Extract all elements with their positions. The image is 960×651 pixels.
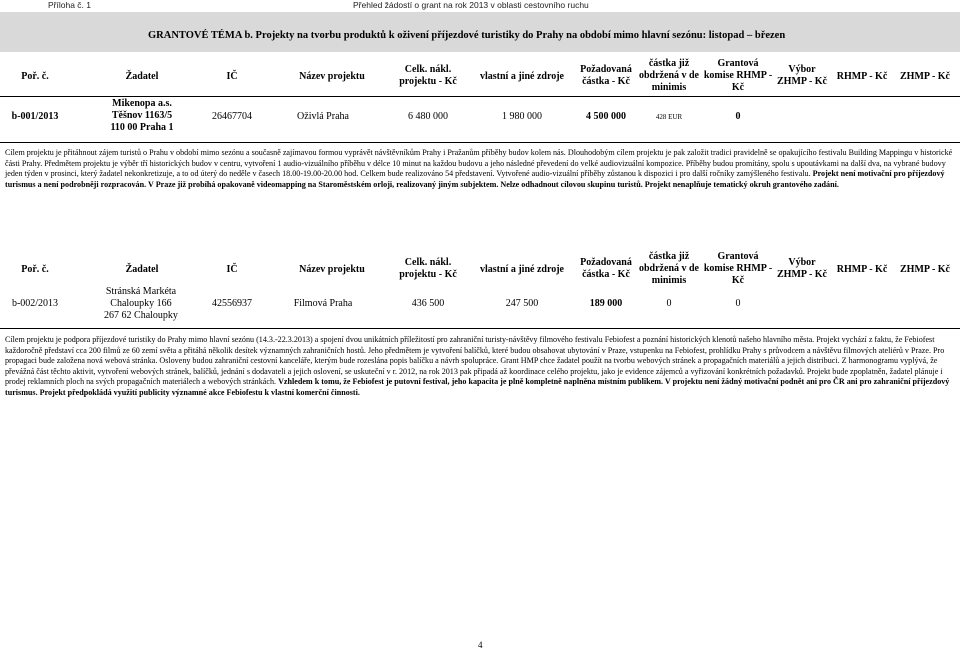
divider xyxy=(0,142,960,143)
col-vlastni: vlastní a jiné zdroje xyxy=(480,264,564,275)
evaluation-text: Vzhledem k tomu, že Febiofest je putovní festival, jeho kapacita je plně kompletně naplněna místním publikem. V projektu není žádný motivační podnět ani pro ČR ani pro zahraniční příjezdový turismus. Projekt předpokládá využití publicity významné akce Febiofestu k vlastní komerční činnosti. xyxy=(5,377,950,397)
col-grantova: Grantová komise RHMP - Kč xyxy=(703,58,773,93)
project-name: Filmová Praha xyxy=(293,298,353,309)
applicant-street: Těšnov 1163/5 xyxy=(111,110,173,121)
col-zhmp: ZHMP - Kč xyxy=(900,71,950,82)
own-sources: 1 980 000 xyxy=(502,111,542,122)
company-id: 42556937 xyxy=(212,298,252,309)
col-obdrzena: částka již obdržená v de minimis xyxy=(639,58,699,93)
requested-amount: 4 500 000 xyxy=(586,111,626,122)
page-number: 4 xyxy=(478,640,483,650)
page-header xyxy=(0,0,960,10)
col-zadatel: Žadatel xyxy=(125,71,159,82)
col-ic: IČ xyxy=(226,71,238,82)
total-cost: 436 500 xyxy=(411,298,445,309)
de-minimis: 0 xyxy=(666,298,672,309)
divider xyxy=(0,328,960,329)
requested-amount: 189 000 xyxy=(589,298,623,309)
col-celk: Celk. nákl. projektu - Kč xyxy=(399,64,457,87)
applicant-city: 267 62 Chaloupky xyxy=(104,310,178,321)
col-ic: IČ xyxy=(226,264,238,275)
col-celk: Celk. nákl. projektu - Kč xyxy=(399,257,457,280)
col-vlastni: vlastní a jiné zdroje xyxy=(480,71,564,82)
evaluation-text: Projekt není motivační pro příjezdový turismus a není podrobněji rozpracován. V Praze již probíhá opakovaně videomapping na Staroměstském orloji, realizovaný jiným subjektem. Nelze odhadnout cílovou skupinu turistů. Projekt nenaplňuje tematický okruh grantového zadání. xyxy=(5,169,945,189)
applicant-city: 110 00 Praha 1 xyxy=(110,122,174,133)
applicant-name: Stránská Markéta xyxy=(105,286,177,297)
col-pozadovana: Požadovaná částka - Kč xyxy=(580,64,632,87)
description-text: Cílem projektu je přitáhnout zájem turistů o Prahu v období mimo sezónu a současně zajímavou formou vyprávět návštěvníkům Prahy i Pražanům příběhy budov kolem nás. Dlouhodobým cílem projektu je pak založit tradici pravidelně se opakujícího festivalu Building Mappingu v historické části Prahy. Předmětem projektu je výběr tří historických budov v centru, vytvoření 1 audio-vizuálního příběhu v délce 10 minut na každou budovu a jeho následné převedení do velké audiovizuální kompozice. Příběhy budou promítány, spolu s upoutávkami na další dva, na vybrané budovy jeden týden v prosinci, který žadatel nekonkretizuje, a to od úterý do neděle v časech 18.00-19.00-20.00 hod. Celkem bude realizováno 54 představení. Vytvořené audio-vizuální příběhy zůstanou k dispozici i pro další ročníky zamýšleného festivalu. xyxy=(5,148,953,179)
row-number: b-001/2013 xyxy=(11,111,59,122)
description-text: Cílem projektu je podpora příjezdové turistiky do Prahy mimo hlavní sezónu (14.3.-22.3.2013) a spojení dvou unikátních příležitostí pro zahraniční turisty-návštěvy filmového festivalu Febiofest a poznání historických klenotů našeho hlavního města. Projekt vychází z faktu, že Febiofest každoročně představí cca 200 filmů ze 60 zemí světa a přitáhá několik desítek významných zahraničních hostů. Jeho předmětem je vytvoření balíčků, které budou obsahovat ubytování v Praze, vstupenku na Febiofest, prohlídku Prahy s průvodcem a návštěvu filmových ateliérů v Praze. Pro propagaci bude založena nová webová stránka. Osloveny budou zahraniční cestovní kanceláře, kterým bude rozeslána popis balíčku a návrh spolupráce. Grant HMP chce žadatel použít na tvorbu webových stránek a propagačních materiálů a jejich distribuci. Z harmonogramu vyplývá, že převážná část těchto aktivit, vytvoření webových stránek, balíčků, jednání s dodavateli a jejich oslovení, se uskuteční v r. 2012, na rok 2013 pak připadá až koordinace celého projektu, jako je evidence zájemců a vyřizování konkrétních požadavků. Projekt bude zpoplatněn, žadatel plánuje i prodej reklamních ploch na svých propagačních materiálech a webových stránkách. xyxy=(5,335,945,387)
commission-amount: 0 xyxy=(735,111,741,122)
title-band xyxy=(0,12,960,52)
col-zadatel: Žadatel xyxy=(125,264,159,275)
applicant xyxy=(90,98,194,134)
col-por: Poř. č. xyxy=(21,71,49,82)
project-description xyxy=(5,148,955,190)
commission-amount: 0 xyxy=(735,298,741,309)
project-description xyxy=(5,335,955,399)
col-pozadovana: Požadovaná částka - Kč xyxy=(580,257,632,280)
document-subtitle: Přehled žádostí o grant na rok 2013 v oblasti cestovního ruchu xyxy=(353,0,589,10)
company-id: 26467704 xyxy=(212,111,252,122)
col-vybor: Výbor ZHMP - Kč xyxy=(777,257,827,280)
col-zhmp: ZHMP - Kč xyxy=(900,264,950,275)
applicant xyxy=(88,286,194,322)
project-name: Oživlá Praha xyxy=(297,111,349,122)
de-minimis: 428 EUR xyxy=(655,113,683,121)
total-cost: 6 480 000 xyxy=(408,111,448,122)
col-nazev: Název projektu xyxy=(299,71,365,82)
applicant-name: Mikenopa a.s. xyxy=(112,98,172,109)
col-vybor: Výbor ZHMP - Kč xyxy=(777,64,827,87)
divider xyxy=(0,96,960,97)
row-number: b-002/2013 xyxy=(11,298,59,309)
col-rhmp: RHMP - Kč xyxy=(836,264,888,275)
col-obdrzena: částka již obdržená v de minimis xyxy=(639,251,699,286)
applicant-street: Chaloupky 166 xyxy=(110,298,172,309)
col-grantova: Grantová komise RHMP - Kč xyxy=(703,251,773,286)
own-sources: 247 500 xyxy=(505,298,539,309)
col-rhmp: RHMP - Kč xyxy=(836,71,888,82)
annex-label: Příloha č. 1 xyxy=(48,0,91,10)
col-nazev: Název projektu xyxy=(299,264,365,275)
section-title: GRANTOVÉ TÉMA b. Projekty na tvorbu produktů k oživení příjezdové turistiky do Prahy na období mimo hlavní sezónu: listopad – březen xyxy=(148,30,786,41)
col-por: Poř. č. xyxy=(21,264,49,275)
